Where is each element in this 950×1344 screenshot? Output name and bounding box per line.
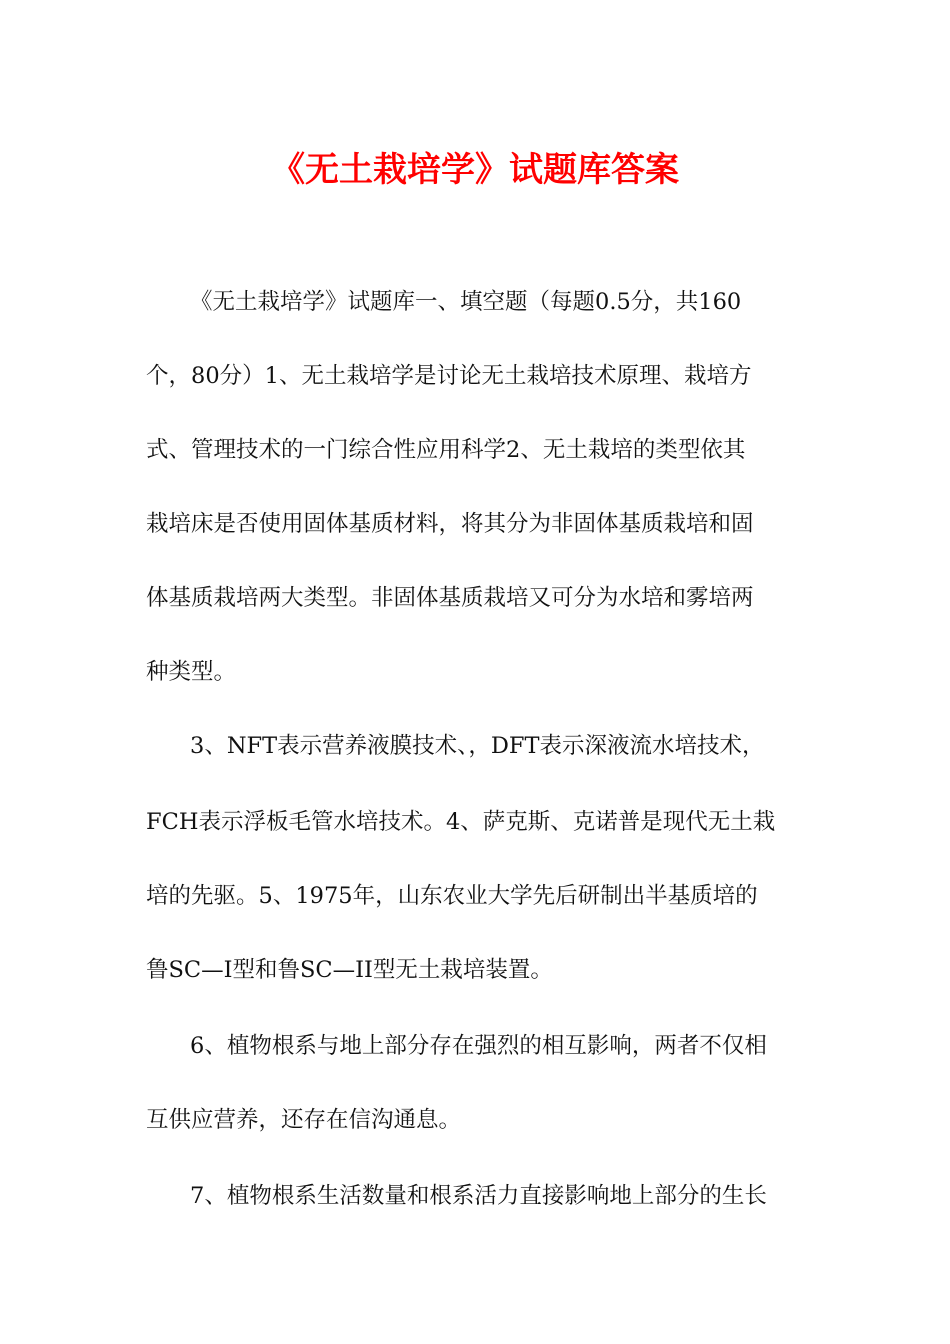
paragraph-line: 互供应营养，还存在信沟通息。 xyxy=(146,1107,462,1133)
paragraph-line: 3、NFT表示营养液膜技术、，DFT表示深液流水培技术， xyxy=(190,733,765,759)
paragraph-line: 6、植物根系与地上部分存在强烈的相互影响，两者不仅相 xyxy=(190,1033,767,1059)
paragraph-line: 式、管理技术的一门综合性应用科学2、无土栽培的类型依其 xyxy=(146,437,746,463)
paragraph-line: 栽培床是否使用固体基质材料，将其分为非固体基质栽培和固 xyxy=(146,511,754,537)
paragraph-line: FCH表示浮板毛管水培技术。4、萨克斯、克诺普是现代无土栽 xyxy=(146,809,776,835)
document-title: 《无土栽培学》试题库答案 xyxy=(271,150,679,190)
paragraph-line: 种类型。 xyxy=(146,659,237,685)
paragraph-line: 培的先驱。5、1975年，山东农业大学先后研制出半基质培的 xyxy=(146,883,758,909)
paragraph-line: 体基质栽培两大类型。非固体基质栽培又可分为水培和雾培两 xyxy=(146,585,754,611)
paragraph-line: 鲁SC—I型和鲁SC—II型无土栽培装置。 xyxy=(146,957,553,983)
paragraph-line: 7、植物根系生活数量和根系活力直接影响地上部分的生长 xyxy=(190,1183,767,1209)
paragraph-line: 个，80分）1、无土栽培学是讨论无土栽培技术原理、栽培方 xyxy=(146,363,752,389)
paragraph-line: 《无土栽培学》试题库一、填空题（每题0.5分，共160 xyxy=(190,289,742,315)
